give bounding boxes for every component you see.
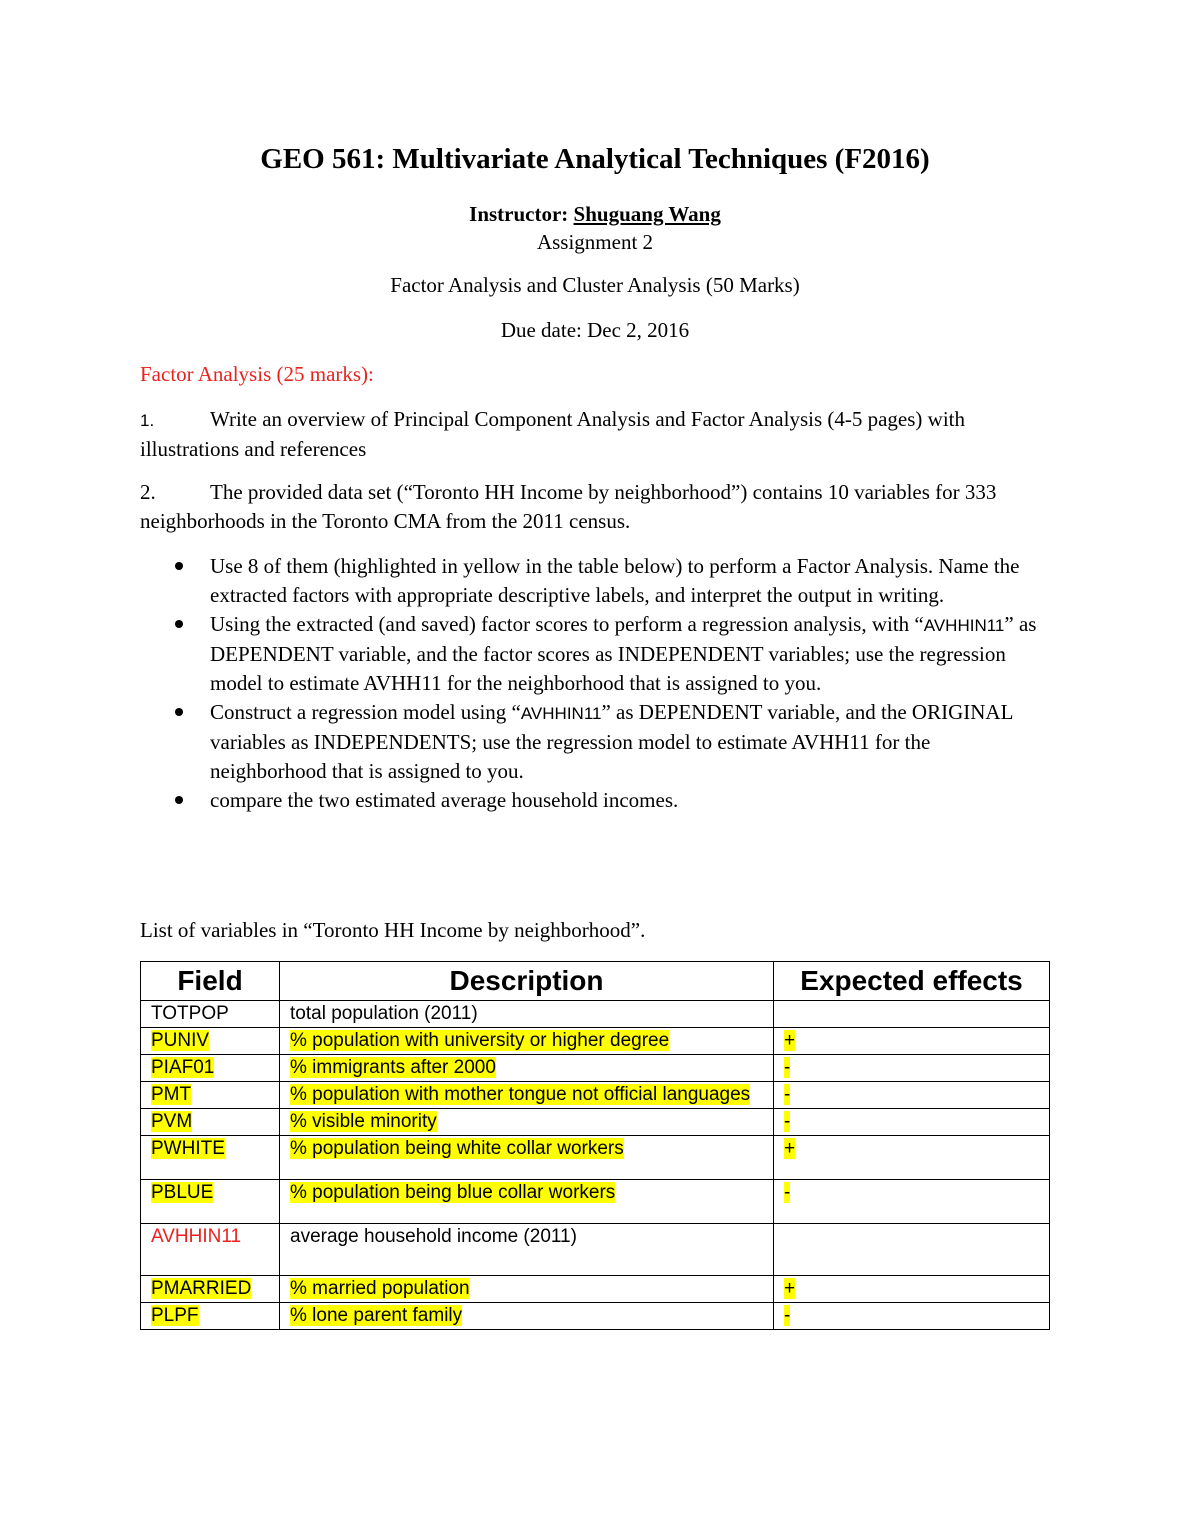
- field-effect: -: [784, 1305, 791, 1326]
- field-name: TOTPOP: [151, 1003, 229, 1024]
- question-2-text: The provided data set (“Toronto HH Income by neighborhood”) contains 10 variables for 333 neighborhoods in the Toronto CMA from the 2011 census.: [140, 480, 997, 533]
- cell-field: [141, 1109, 280, 1136]
- task-variable: AVHHIN11: [520, 704, 602, 723]
- cell-field: [141, 1136, 280, 1180]
- table-row: [141, 1276, 1050, 1303]
- instructor-line: [140, 200, 1050, 228]
- cell-field: [141, 1180, 280, 1224]
- table-row: [141, 1136, 1050, 1180]
- cell-field: [141, 1082, 280, 1109]
- field-effect: -: [784, 1111, 791, 1132]
- field-effect: -: [784, 1182, 791, 1203]
- cell-field: [141, 1224, 280, 1276]
- assignment-number: Assignment 2: [536, 230, 654, 254]
- field-name: PBLUE: [151, 1182, 214, 1203]
- question-1-text: Write an overview of Principal Component Analysis and Factor Analysis (4-5 pages) with illustrations and references: [140, 407, 966, 461]
- field-name: PMT: [151, 1084, 192, 1105]
- task-item: [140, 698, 1050, 786]
- field-description: % lone parent family: [290, 1305, 463, 1326]
- table-row: [141, 1082, 1050, 1109]
- field-description: % visible minority: [290, 1111, 437, 1132]
- cell-effect: [774, 1001, 1050, 1028]
- cell-effect: [774, 1136, 1050, 1180]
- document-title: GEO 561: Multivariate Analytical Techniques (F2016): [260, 143, 930, 175]
- variables-table: [140, 961, 1050, 1330]
- task-list: [140, 552, 1050, 815]
- cell-field: [141, 1001, 280, 1028]
- cell-effect: [774, 1180, 1050, 1224]
- task-text-post: ” as DEPENDENT variable, and the ORIGINAL variables as INDEPENDENTS; use the regression model to estimate AVHH11 for the neighborhood that is assigned to you.: [210, 700, 1013, 783]
- cell-description: [280, 1028, 774, 1055]
- section-heading: Factor Analysis (25 marks):: [140, 362, 374, 386]
- field-effect: +: [784, 1030, 796, 1051]
- task-text-post: ” as DEPENDENT variable, and the factor scores as INDEPENDENT variables; use the regression model to estimate AVHH11 for the neighborhood that is assigned to you.: [210, 612, 1037, 695]
- field-description: % immigrants after 2000: [290, 1057, 496, 1078]
- cell-description: [280, 1224, 774, 1276]
- bullet-icon: [175, 620, 183, 628]
- field-effect: +: [784, 1278, 796, 1299]
- cell-field: [141, 1303, 280, 1330]
- field-effect: +: [784, 1138, 796, 1159]
- bullet-icon: [175, 562, 183, 570]
- question-1-number: 1.: [140, 411, 155, 430]
- field-description: average household income (2011): [290, 1226, 577, 1247]
- question-2: [140, 478, 1050, 536]
- cell-description: [280, 1001, 774, 1028]
- field-effect: -: [784, 1084, 791, 1105]
- task-item: [140, 610, 1050, 698]
- cell-description: [280, 1136, 774, 1180]
- cell-effect: [774, 1303, 1050, 1330]
- field-effect: -: [784, 1057, 791, 1078]
- cell-field: [141, 1055, 280, 1082]
- field-description: % population with mother tongue not official languages: [290, 1084, 751, 1105]
- table-intro: List of variables in “Toronto HH Income by neighborhood”.: [140, 918, 646, 942]
- instructor-label: Instructor:: [469, 202, 569, 226]
- field-description: % population being white collar workers: [290, 1138, 624, 1159]
- field-description: % married population: [290, 1278, 470, 1299]
- field-description: % population being blue collar workers: [290, 1182, 616, 1203]
- table-row: [141, 1001, 1050, 1028]
- cell-field: [141, 1028, 280, 1055]
- cell-field: [141, 1276, 280, 1303]
- task-item: [140, 786, 1050, 815]
- table-row: [141, 1055, 1050, 1082]
- task-text-pre: Using the extracted (and saved) factor scores to perform a regression analysis, with “: [210, 612, 924, 636]
- field-description: % population with university or higher degree: [290, 1030, 670, 1051]
- cell-description: [280, 1082, 774, 1109]
- cell-description: [280, 1180, 774, 1224]
- cell-effect: [774, 1224, 1050, 1276]
- bullet-icon: [175, 708, 183, 716]
- field-name: PMARRIED: [151, 1278, 252, 1299]
- table-row: [141, 1224, 1050, 1276]
- task-text: Use 8 of them (highlighted in yellow in the table below) to perform a Factor Analysis. Name the extracted factors with appropriate descriptive labels, and interpret the output in writing.: [210, 554, 1020, 607]
- cell-effect: [774, 1028, 1050, 1055]
- field-name: PWHITE: [151, 1138, 225, 1159]
- field-name: PUNIV: [151, 1030, 210, 1051]
- cell-effect: [774, 1082, 1050, 1109]
- header-description: Description: [280, 962, 774, 1001]
- cell-effect: [774, 1276, 1050, 1303]
- field-description: total population (2011): [290, 1003, 478, 1024]
- due-date: Due date: Dec 2, 2016: [500, 318, 690, 342]
- instructor-name-link[interactable]: Shuguang Wang: [573, 202, 721, 226]
- task-text: compare the two estimated average household incomes.: [210, 788, 679, 812]
- task-item: [140, 552, 1050, 610]
- field-name: PIAF01: [151, 1057, 215, 1078]
- table-header-row: [141, 962, 1050, 1001]
- field-name: AVHHIN11: [151, 1226, 242, 1247]
- table-row: [141, 1109, 1050, 1136]
- header-expected-effects: Expected effects: [774, 962, 1050, 1001]
- task-text-pre: Construct a regression model using “: [210, 700, 521, 724]
- table-row: [141, 1180, 1050, 1224]
- question-1: [140, 405, 1050, 464]
- assignment-subtitle: Factor Analysis and Cluster Analysis (50 Marks): [390, 273, 800, 297]
- task-variable: AVHHIN11: [923, 616, 1005, 635]
- cell-description: [280, 1055, 774, 1082]
- table-row: [141, 1303, 1050, 1330]
- cell-effect: [774, 1055, 1050, 1082]
- field-name: PVM: [151, 1111, 193, 1132]
- cell-description: [280, 1303, 774, 1330]
- table-row: [141, 1028, 1050, 1055]
- header-field: Field: [141, 962, 280, 1001]
- question-2-number: 2.: [140, 480, 156, 504]
- field-name: PLPF: [151, 1305, 199, 1326]
- cell-description: [280, 1276, 774, 1303]
- cell-effect: [774, 1109, 1050, 1136]
- cell-description: [280, 1109, 774, 1136]
- bullet-icon: [175, 796, 183, 804]
